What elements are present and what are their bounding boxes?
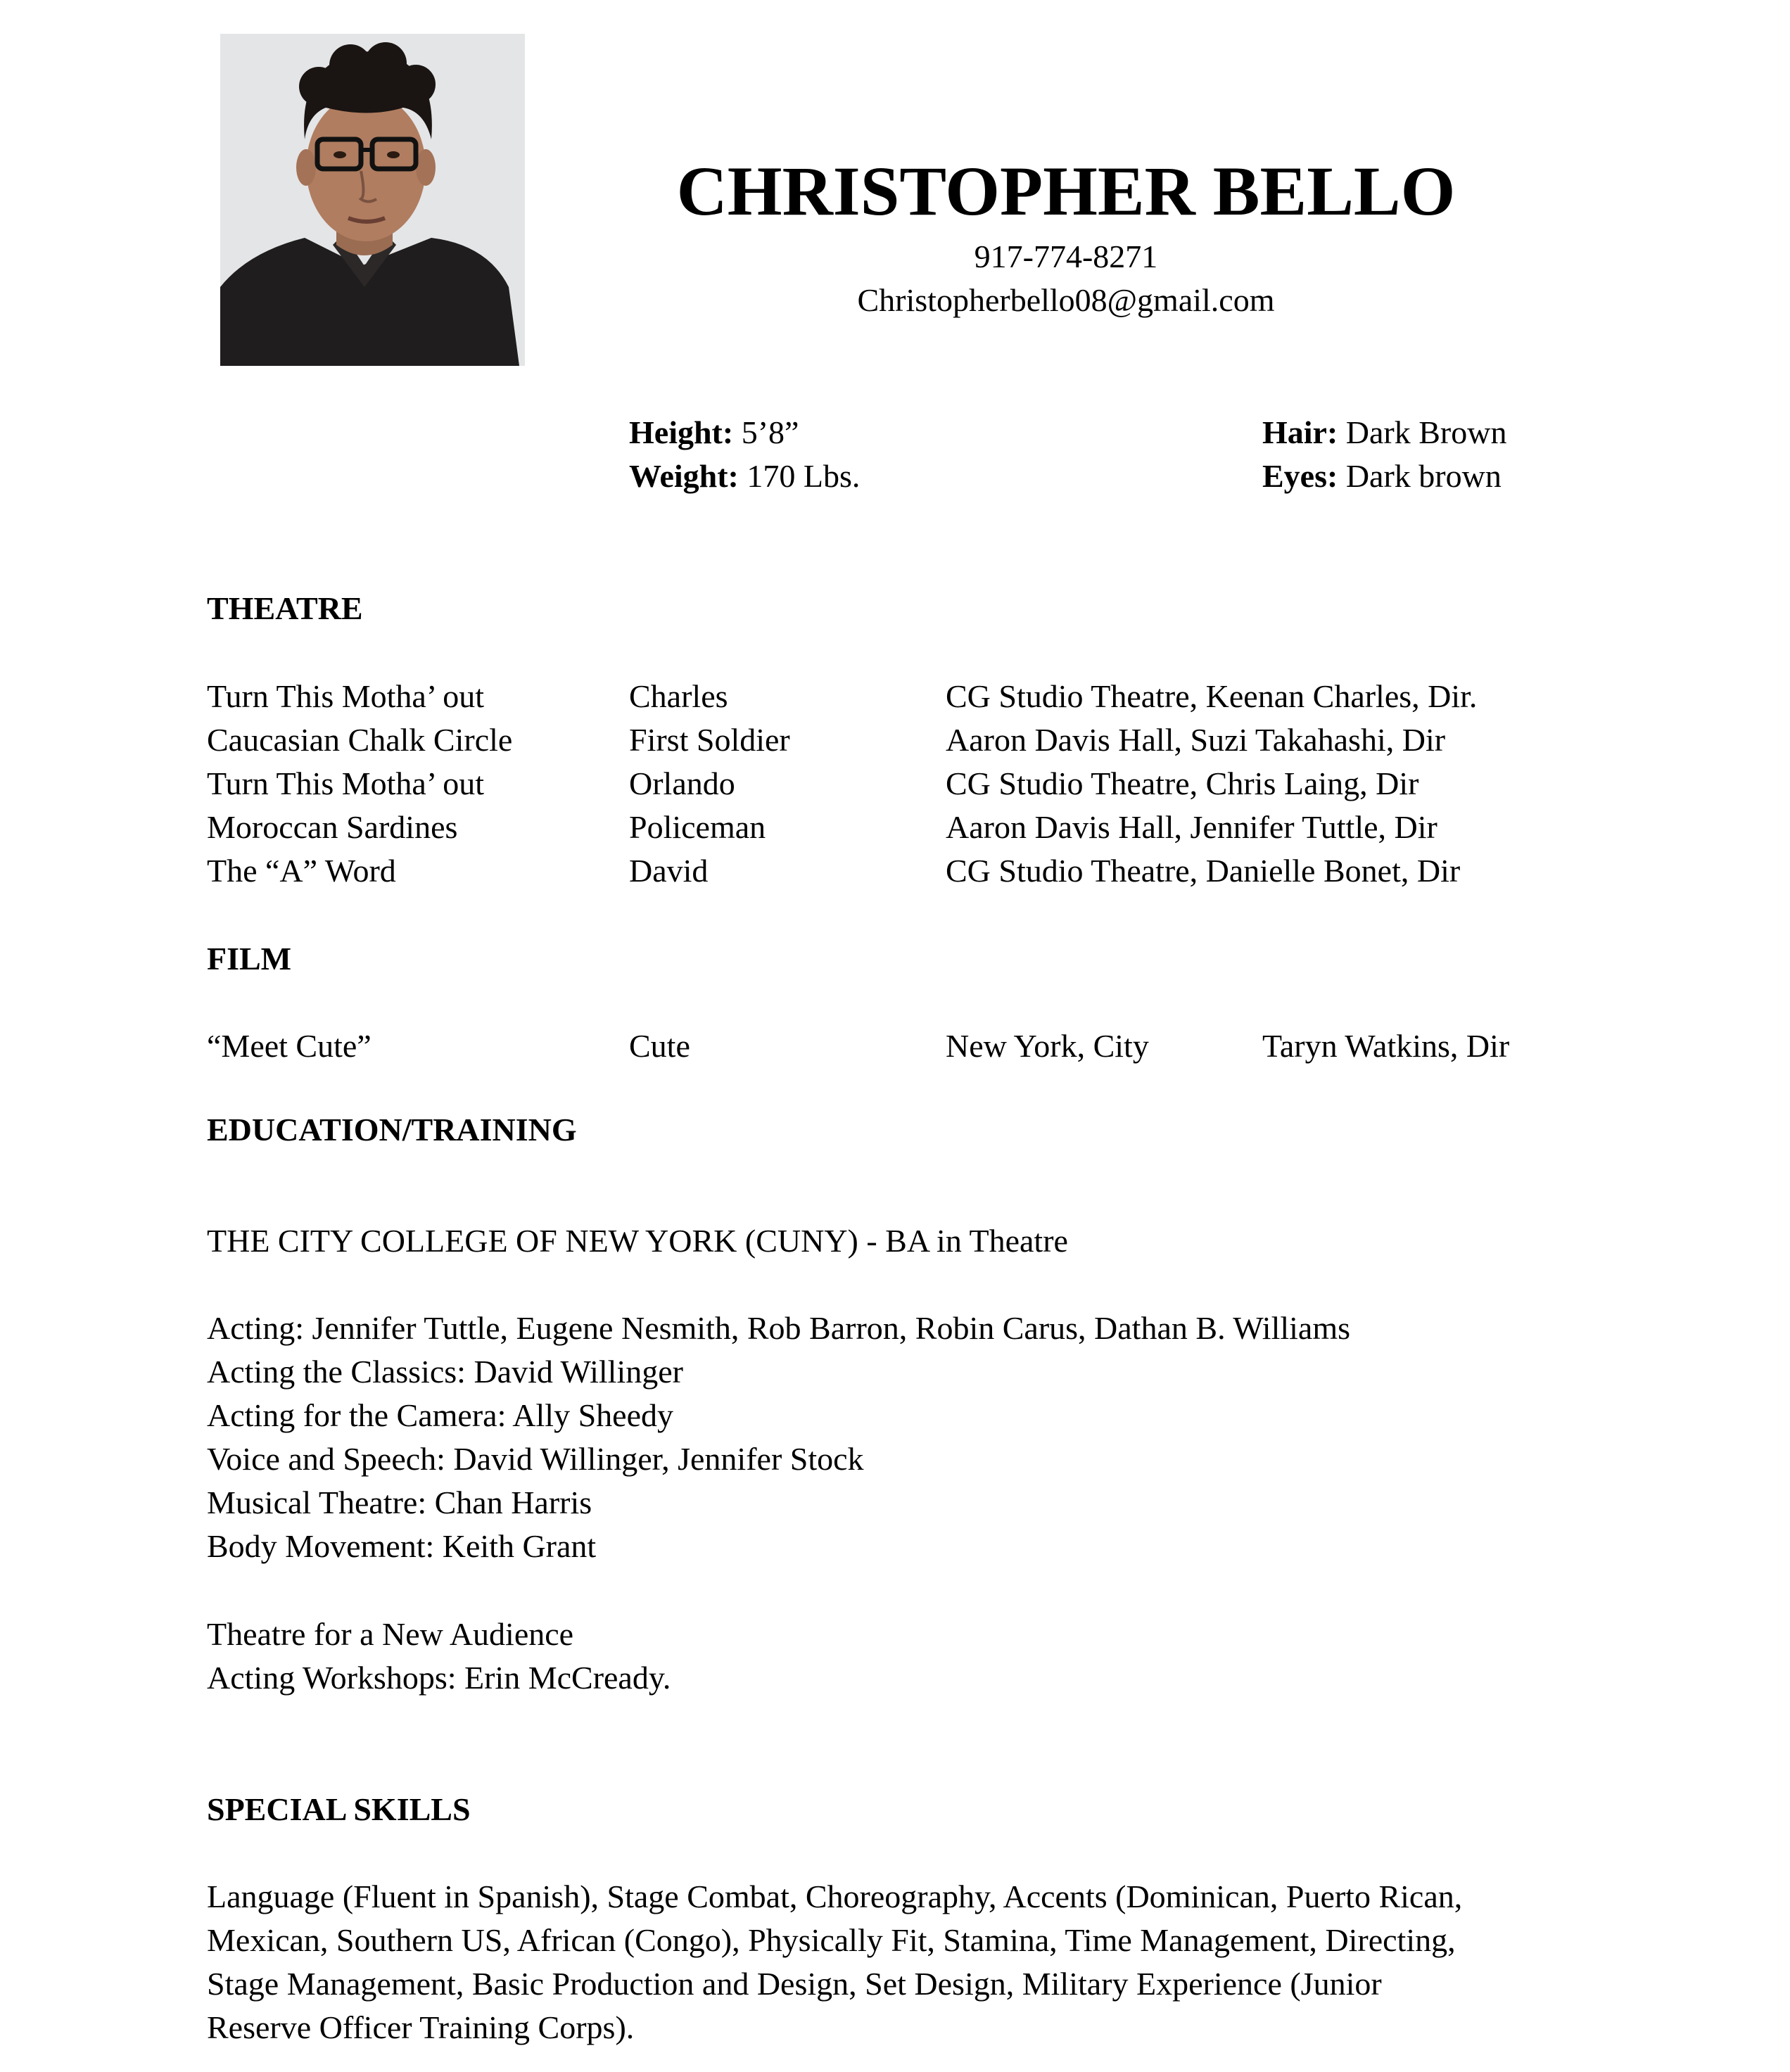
hair-stat — [1262, 411, 1506, 455]
school-degree: THE CITY COLLEGE OF NEW YORK (CUNY) - BA in Theatre — [207, 1223, 1068, 1259]
training-item: Body Movement: Keith Grant — [207, 1528, 597, 1564]
skills-line: Mexican, Southern US, African (Congo), Physically Fit, Stamina, Time Management, Directing, — [207, 1922, 1456, 1958]
other-training-item: Acting Workshops: Erin McCready. — [207, 1660, 671, 1696]
theatre-role: First Soldier — [629, 722, 790, 758]
theatre-venue: Aaron Davis Hall, Jennifer Tuttle, Dir — [946, 809, 1437, 845]
theatre-venue: CG Studio Theatre, Keenan Charles, Dir. — [946, 678, 1478, 714]
email-address: Christopherbello08@gmail.com — [857, 282, 1275, 318]
theatre-role: Policeman — [629, 809, 766, 845]
theatre-venue: CG Studio Theatre, Danielle Bonet, Dir — [946, 853, 1461, 889]
skills-line: Stage Management, Basic Production and Design, Set Design, Military Experience (Junior — [207, 1966, 1382, 2002]
film-heading: FILM — [207, 941, 292, 977]
training-item: Musical Theatre: Chan Harris — [207, 1485, 592, 1520]
height-stat — [629, 411, 799, 455]
theatre-titles-column — [207, 675, 512, 893]
film-title: “Meet Cute” — [207, 1028, 372, 1064]
training-item: Acting for the Camera: Ally Sheedy — [207, 1397, 674, 1433]
film-director: Taryn Watkins, Dir — [1262, 1028, 1510, 1064]
applicant-name: CHRISTOPHER BELLO — [676, 152, 1456, 230]
phone-number: 917-774-8271 — [974, 239, 1158, 274]
weight-label: Weight: — [629, 458, 739, 494]
education-heading: EDUCATION/TRAINING — [207, 1112, 577, 1148]
training-item: Voice and Speech: David Willinger, Jennifer Stock — [207, 1441, 864, 1477]
theatre-title: Turn This Motha’ out — [207, 678, 485, 714]
skills-line: Language (Fluent in Spanish), Stage Combat, Choreography, Accents (Dominican, Puerto Rican, — [207, 1879, 1463, 1914]
theatre-venue: Aaron Davis Hall, Suzi Takahashi, Dir — [946, 722, 1446, 758]
theatre-role: Orlando — [629, 765, 735, 801]
skills-line: Reserve Officer Training Corps). — [207, 2009, 635, 2045]
theatre-title: Caucasian Chalk Circle — [207, 722, 513, 758]
weight-stat — [629, 455, 860, 498]
other-training-item: Theatre for a New Audience — [207, 1616, 574, 1652]
training-list — [207, 1307, 1350, 1568]
theatre-venues-column — [946, 675, 1477, 893]
height-value: 5’8” — [733, 414, 799, 450]
theatre-title: The “A” Word — [207, 853, 396, 889]
theatre-roles-column — [629, 675, 790, 893]
training-item: Acting the Classics: David Willinger — [207, 1354, 683, 1390]
film-role: Cute — [629, 1028, 690, 1064]
height-label: Height: — [629, 414, 734, 450]
weight-value: 170 Lbs. — [738, 458, 861, 494]
skills-heading: SPECIAL SKILLS — [207, 1791, 471, 1827]
hair-value: Dark Brown — [1338, 414, 1507, 450]
film-location: New York, City — [946, 1028, 1149, 1064]
eyes-label: Eyes: — [1262, 458, 1338, 494]
theatre-title: Turn This Motha’ out — [207, 765, 485, 801]
hair-label: Hair: — [1262, 414, 1338, 450]
theatre-role: Charles — [629, 678, 728, 714]
theatre-heading: THEATRE — [207, 590, 363, 626]
theatre-role: David — [629, 853, 709, 889]
other-training-list — [207, 1613, 671, 1700]
theatre-title: Moroccan Sardines — [207, 809, 458, 845]
eyes-stat — [1262, 455, 1502, 498]
eyes-value: Dark brown — [1338, 458, 1502, 494]
training-item: Acting: Jennifer Tuttle, Eugene Nesmith, Rob Barron, Robin Carus, Dathan B. Williams — [207, 1310, 1351, 1346]
skills-paragraph — [207, 1875, 1462, 2049]
theatre-venue: CG Studio Theatre, Chris Laing, Dir — [946, 765, 1419, 801]
